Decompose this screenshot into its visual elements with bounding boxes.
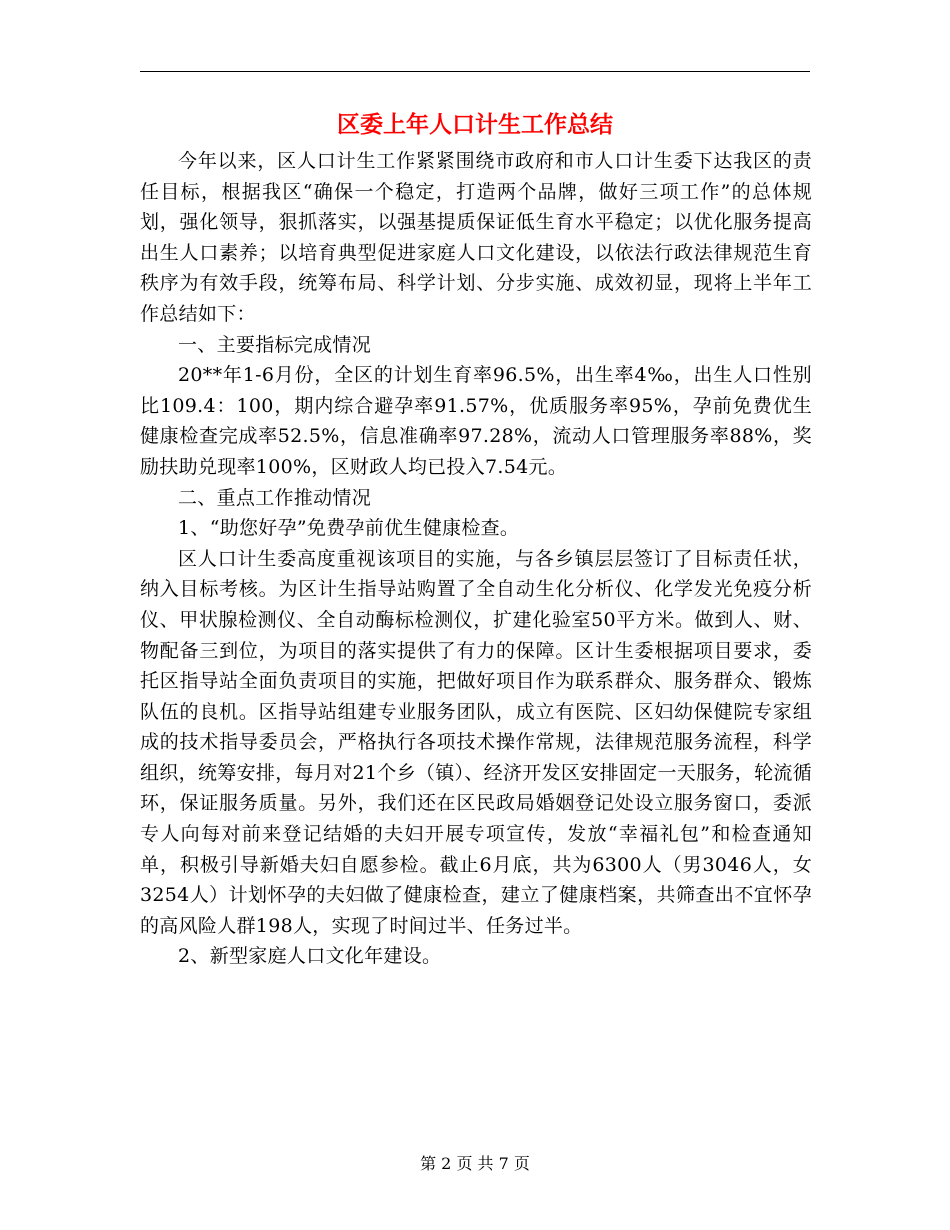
document-title: 区委上年人口计生工作总结: [337, 112, 613, 138]
paragraph-health-check: 区人口计生委高度重视该项目的实施，与各乡镇层层签订了目标责任状，纳入目标考核。为区计生指导站购置了全自动生化分析仪、化学发光免疫分析仪、甲状腺检测仪、全自动酶标检测仪，扩建化验室50平方米。做到人、财、物配备三到位，为项目的落实提供了有力的保障。区计生委根据项目要求，委托区指导站全面负责项目的实施，把做好项目作为联系群众、服务群众、锻炼队伍的良机。区指导站组建专业服务团队，成立有医院、区妇幼保健院专家组成的技术指导委员会，严格执行各项技术操作常规，法律规范服务流程，科学组织，统筹安排，每月对21个乡（镇）、经济开发区安排固定一天服务，轮流循环，保证服务质量。另外，我们还在区民政局婚姻登记处设立服务窗口，委派专人向每对前来登记结婚的夫妇开展专项宣传，发放“幸福礼包”和检查通知单，积极引导新婚夫妇自愿参检。截止6月底，共为6300人（男3046人，女3254人）计划怀孕的夫妇做了健康检查，建立了健康档案，共筛查出不宜怀孕的高风险人群198人，实现了时间过半、任务过半。: [140, 547, 812, 937]
paragraph-intro: 今年以来，区人口计生工作紧紧围绕市政府和市人口计生委下达我区的责任目标，根据我区“确保一个稳定，打造两个品牌，做好三项工作”的总体规划，强化领导，狠抓落实，以强基提质保证低生育水平稳定；以优化服务提高出生人口素养；以培育典型促进家庭人口文化建设，以依法行政法律规范生育秩序为有效手段，统筹布局、科学计划、分步实施、成效初显，现将上半年工作总结如下：: [140, 150, 812, 325]
paragraph-indicators: 20**年1-6月份，全区的计划生育率96.5%，出生率4‰，出生人口性别比109.4：100，期内综合避孕率91.57%，优质服务率95%，孕前免费优生健康检查完成率52.5%，信息准确率97.28%，流动人口管理服务率88%，奖励扶助兑现率100%，区财政人均已投入7.54元。: [140, 364, 812, 478]
heading-key-work: 二、重点工作推动情况: [178, 486, 372, 509]
document-body: [140, 146, 812, 972]
heading-main-indicators: 一、主要指标完成情况: [178, 333, 372, 356]
header-rule: [140, 71, 810, 72]
page-footer: 第 2 页 共 7 页: [420, 1154, 530, 1173]
subheading-health-check: 1、“助您好孕”免费孕前优生健康检查。: [178, 517, 520, 540]
subheading-family-culture: 2、新型家庭人口文化年建设。: [178, 945, 442, 968]
